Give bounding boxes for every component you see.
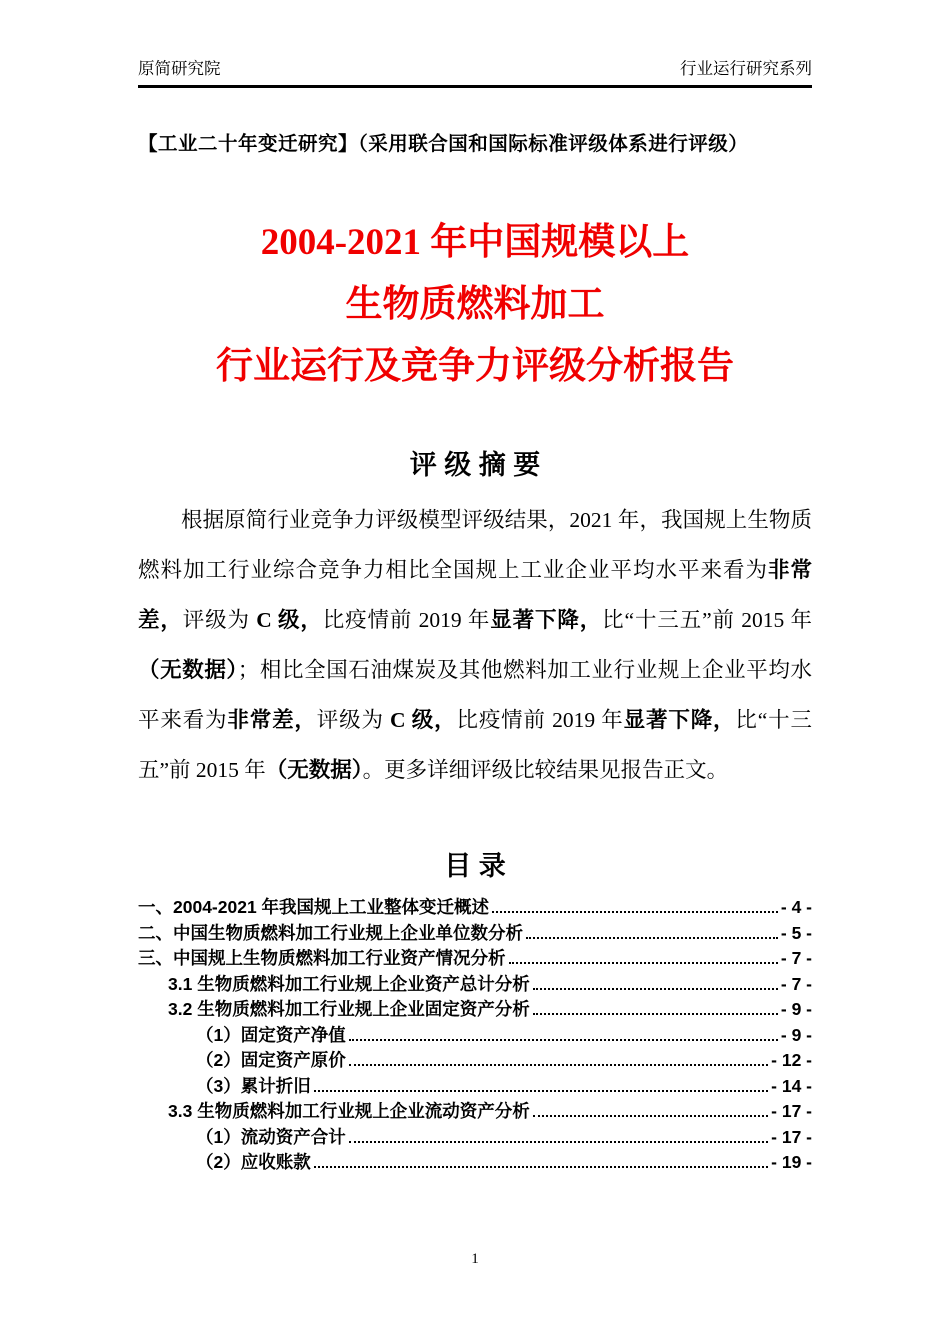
- toc-entry-page: - 9 -: [780, 999, 812, 1019]
- summary-text-segment: 评级为: [316, 708, 391, 732]
- page-header: [138, 0, 812, 88]
- summary-text-segment: 比“十三五”前 2015 年: [602, 608, 812, 632]
- toc-dot-leader: [314, 1090, 768, 1092]
- toc-dot-leader: [533, 988, 778, 990]
- header-right-text: 行业运行研究系列: [680, 60, 812, 78]
- page-number: 1: [471, 1251, 479, 1267]
- header-left-text: 原简研究院: [138, 60, 221, 78]
- toc-dot-leader: [533, 1115, 768, 1117]
- toc-entry-page: - 12 -: [771, 1050, 812, 1070]
- toc-dot-leader: [349, 1141, 768, 1143]
- toc-entry-page: - 17 -: [771, 1126, 812, 1147]
- toc-entry: [138, 1099, 812, 1125]
- toc-list: [138, 895, 812, 1176]
- summary-text-segment: （无数据）: [138, 658, 238, 682]
- toc-heading: 目 录: [444, 851, 506, 881]
- toc-dot-leader: [349, 1064, 768, 1066]
- research-series-tag: 【工业二十年变迁研究】（采用联合国和国际标准评级体系进行评级）: [138, 134, 749, 155]
- toc-entry-label: （3）累计折旧: [196, 1075, 311, 1096]
- toc-entry-label: 二、中国生物质燃料加工行业规上企业单位数分析: [138, 922, 523, 943]
- toc-entry-page: - 5 -: [780, 922, 812, 943]
- toc-entry-label: （1）流动资产合计: [196, 1126, 346, 1147]
- toc-entry: [138, 1023, 812, 1049]
- toc-entry-page: - 9 -: [780, 1024, 812, 1045]
- toc-dot-leader: [526, 937, 778, 939]
- toc-entry-label: 3.1 生物质燃料加工行业规上企业资产总计分析: [168, 973, 530, 994]
- summary-text-segment: （无数据）: [265, 758, 363, 782]
- summary-text-segment: 。更多详细评级比较结果见报告正文。: [362, 758, 729, 782]
- toc-entry-label: 3.2 生物质燃料加工行业规上企业固定资产分析: [168, 999, 530, 1019]
- toc-entry: [138, 946, 812, 972]
- toc-entry-label: （1）固定资产净值: [196, 1024, 346, 1045]
- toc-entry: [138, 895, 812, 921]
- toc-entry-page: - 19 -: [771, 1152, 812, 1172]
- toc-entry-page: - 14 -: [771, 1075, 812, 1096]
- toc-entry: [138, 1125, 812, 1151]
- report-title: [138, 212, 812, 398]
- toc-dot-leader: [509, 962, 778, 964]
- toc-entry-label: （2）固定资产原价: [196, 1050, 346, 1070]
- summary-text-segment: 评级为: [182, 608, 257, 632]
- toc-entry: [138, 1150, 812, 1176]
- summary-paragraph: [138, 495, 812, 795]
- summary-text-segment: 非常差，: [138, 558, 812, 632]
- toc-entry-label: （2）应收账款: [196, 1152, 311, 1172]
- toc-entry: [138, 1074, 812, 1100]
- summary-heading: 评 级 摘 要: [409, 450, 541, 480]
- toc-entry-label: 三、中国规上生物质燃料加工行业资产情况分析: [138, 948, 506, 968]
- toc-entry-page: - 7 -: [780, 973, 812, 994]
- summary-text-segment: C 级，: [390, 708, 457, 732]
- toc-entry-label: 一、2004-2021 年我国规上工业整体变迁概述: [138, 897, 490, 917]
- summary-text-segment: ；相比全国石油煤炭及其他燃料加工业行业规上企业平均水平来看为: [138, 658, 812, 732]
- summary-text-segment: 根据原简行业竞争力评级模型评级结果，2021 年，我国规上生物质燃料加工行业综合竞争力相比全国规上工业企业平均水平来看为: [138, 508, 812, 582]
- summary-text-segment: C 级，: [256, 608, 323, 632]
- toc-dot-leader: [314, 1166, 768, 1168]
- toc-dot-leader: [349, 1039, 778, 1041]
- toc-entry-page: - 4 -: [780, 897, 812, 917]
- toc-entry: [138, 997, 812, 1023]
- summary-text-segment: 显著下降，: [623, 708, 736, 732]
- toc-entry: [138, 972, 812, 998]
- summary-text-segment: 比疫情前 2019 年: [456, 708, 624, 732]
- report-title-line-1: 2004-2021 年中国规模以上: [260, 222, 690, 263]
- summary-text-segment: 比“十三五”前 2015 年: [138, 708, 812, 782]
- toc-dot-leader: [533, 1013, 778, 1015]
- toc-entry: [138, 1048, 812, 1074]
- summary-text-segment: 显著下降，: [490, 608, 603, 632]
- summary-text-segment: 非常差，: [227, 708, 317, 732]
- summary-text-segment: 比疫情前 2019 年: [322, 608, 491, 632]
- report-title-line-2: 生物质燃料加工: [345, 284, 605, 325]
- toc-dot-leader: [492, 911, 778, 913]
- toc-entry: [138, 921, 812, 947]
- toc-entry-page: - 7 -: [780, 948, 812, 968]
- report-title-line-3: 行业运行及竞争力评级分析报告: [216, 346, 734, 387]
- toc-entry-label: 3.3 生物质燃料加工行业规上企业流动资产分析: [168, 1101, 530, 1121]
- toc-entry-page: - 17 -: [771, 1101, 812, 1121]
